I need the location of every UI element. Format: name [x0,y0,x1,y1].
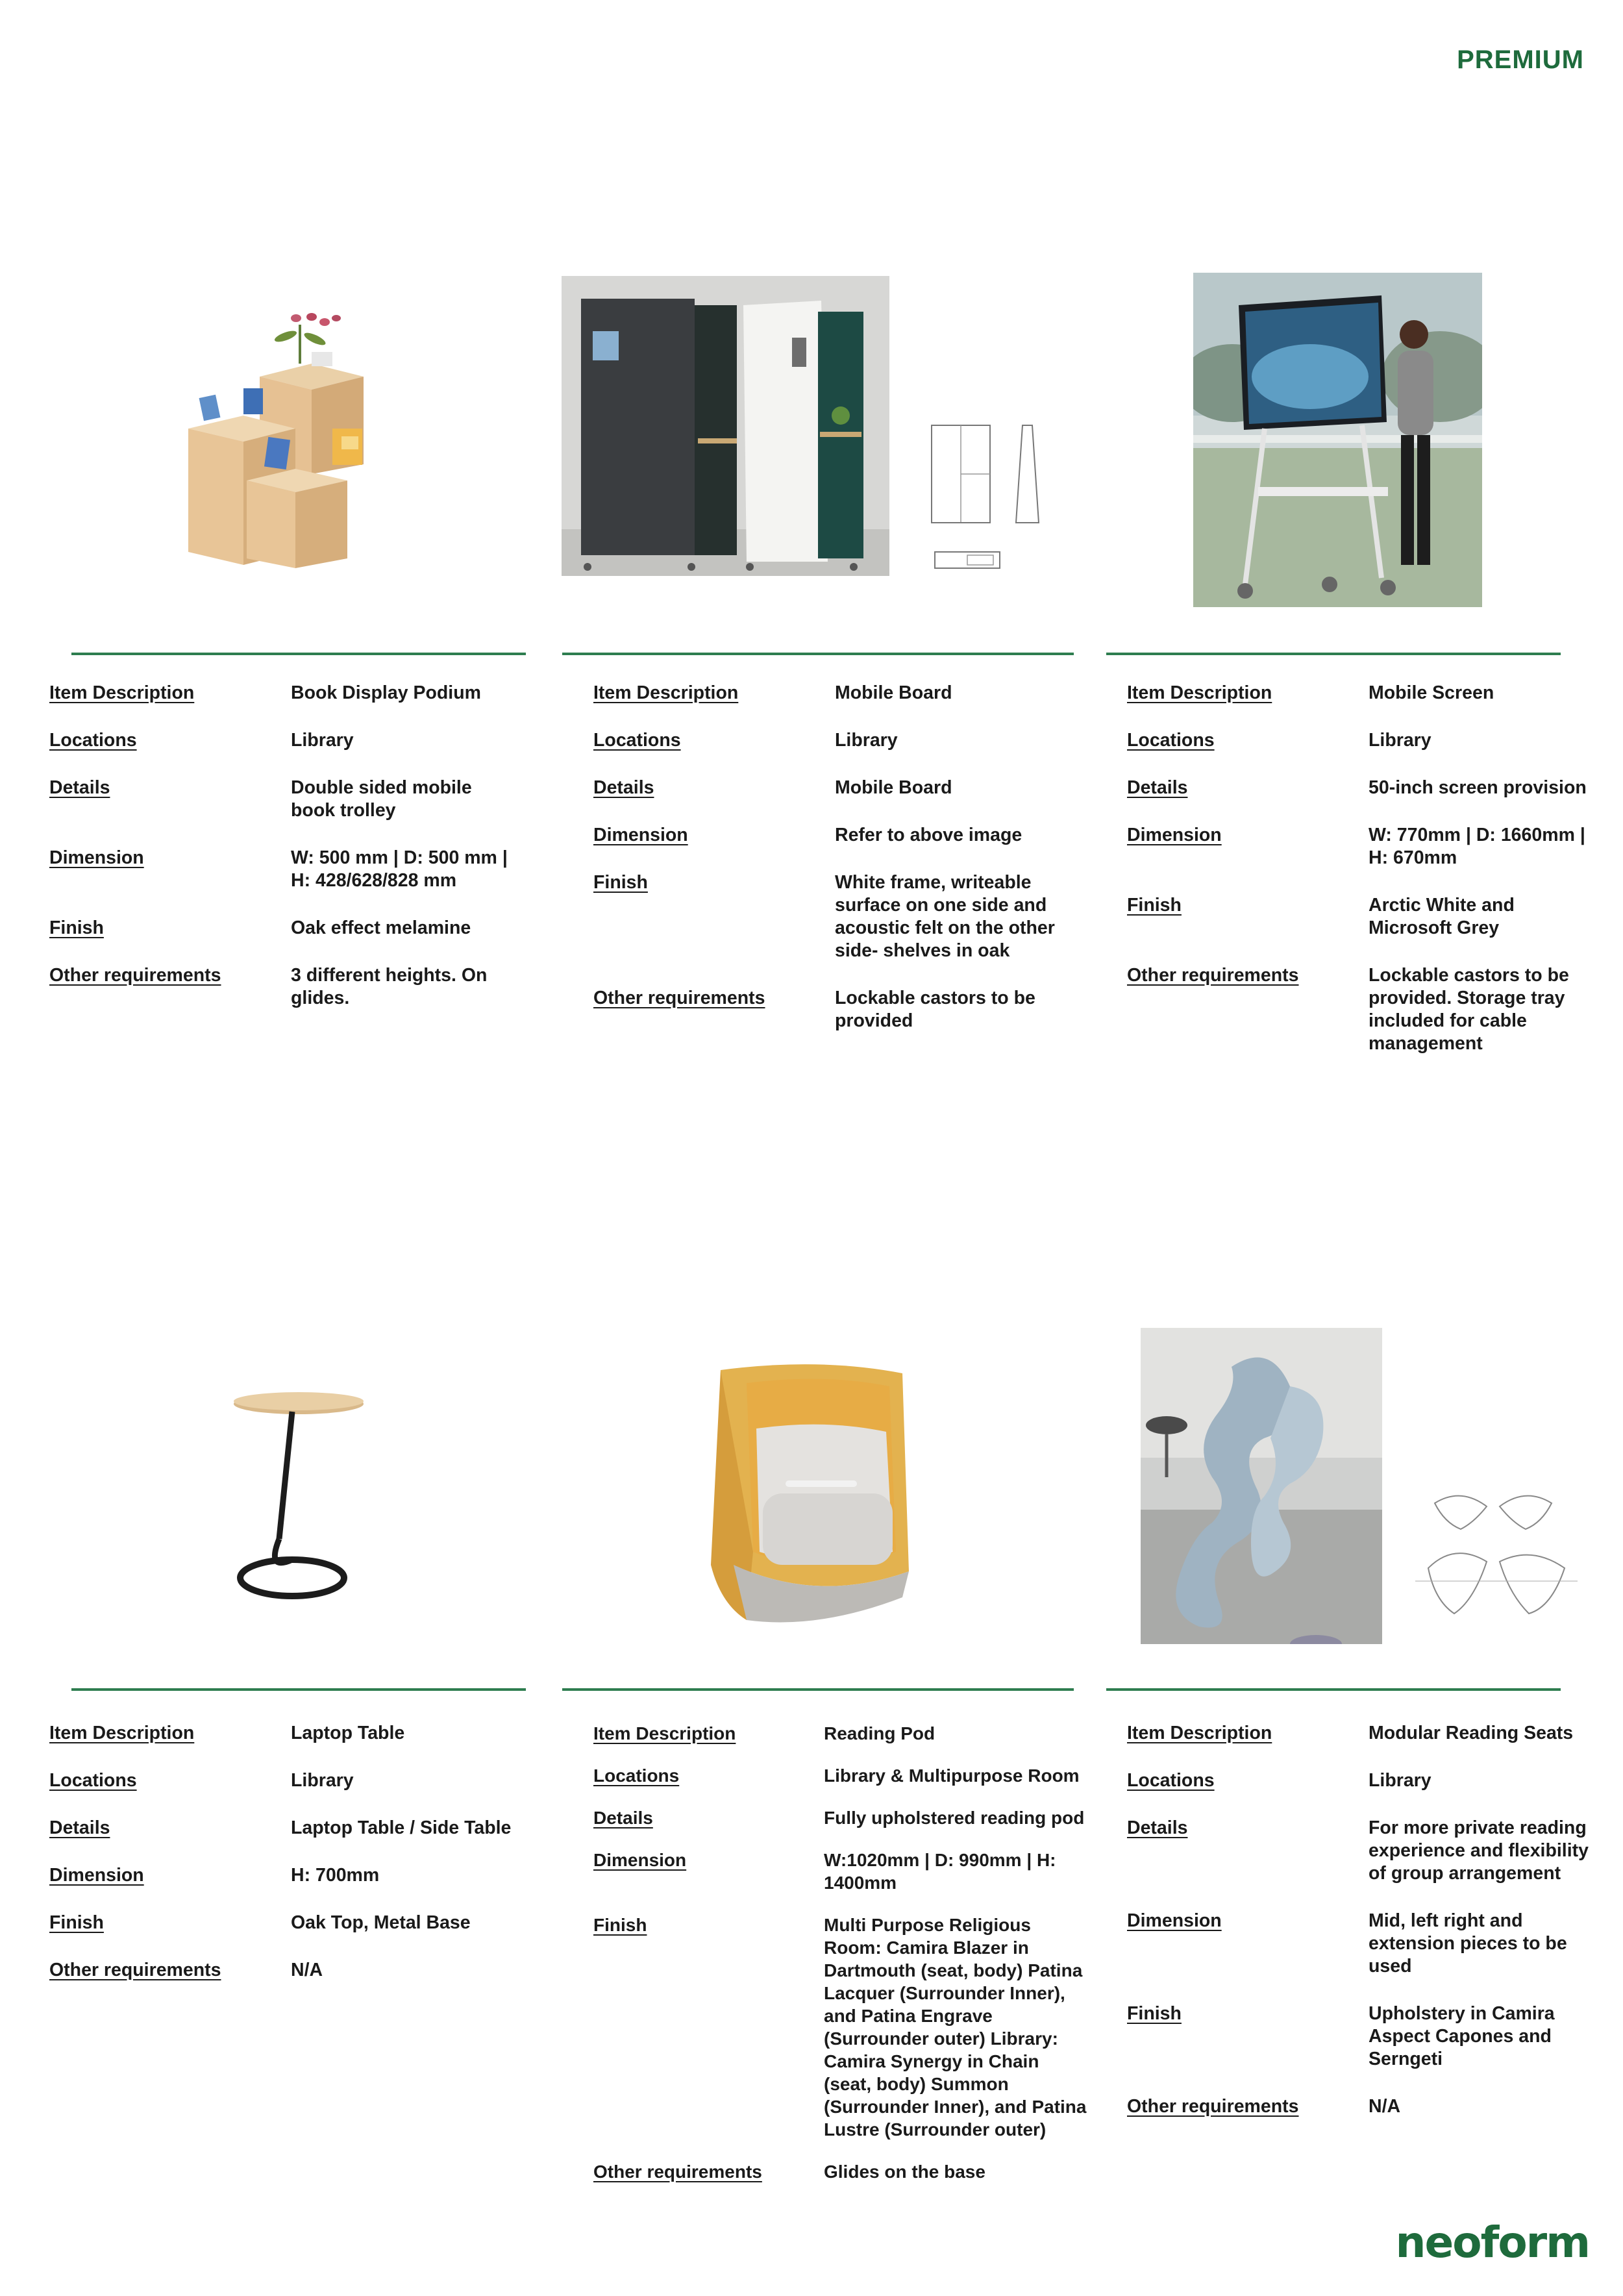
value-details: For more private reading experience and flexibility of group arrangement [1369,1817,1589,1884]
label-other-requirements: Other requirements [1127,965,1299,986]
label-other-requirements: Other requirements [593,2162,762,2182]
label-locations: Locations [593,730,681,751]
value-item-description: Laptop Table [291,1723,405,1743]
value-other-requirements: 3 different heights. On glides. [291,965,488,1008]
value-locations: Library [1369,1770,1431,1791]
value-item-description: Mobile Board [835,682,952,703]
label-finish: Finish [593,1915,647,1935]
label-finish: Finish [49,917,104,938]
label-locations: Locations [49,1770,137,1791]
value-other-requirements: N/A [291,1960,323,1980]
mobile-board-drawing-top [928,545,1006,578]
divider-rule [1106,1688,1561,1691]
label-details: Details [49,777,110,798]
label-other-requirements: Other requirements [1127,2096,1299,2117]
value-details: Double sided mobile book trolley [291,777,472,821]
value-locations: Library [291,730,354,751]
label-locations: Locations [593,1766,680,1786]
label-other-requirements: Other requirements [49,1960,221,1980]
value-details: Mobile Board [835,777,952,798]
label-item-description: Item Description [593,1723,736,1743]
divider-rule [71,653,526,655]
value-details: Fully upholstered reading pod [824,1808,1085,1828]
value-dimension: H: 700mm [291,1865,380,1886]
mobile-board-drawing-side [1013,419,1042,532]
value-dimension: W: 500 mm | D: 500 mm | H: 428/628/828 mm [291,847,508,891]
label-dimension: Dimension [593,1850,687,1870]
value-locations: Library [835,730,898,751]
mobile-screen-image [1193,273,1482,607]
neoform-logo: neoform [1395,2217,1589,2267]
mobile-board-drawing-front [922,419,1000,532]
value-dimension: W:1020mm | D: 990mm | H: 1400mm [824,1850,1056,1893]
value-locations: Library & Multipurpose Room [824,1766,1080,1786]
value-finish: Oak Top, Metal Base [291,1912,471,1933]
value-item-description: Reading Pod [824,1723,935,1743]
value-dimension: Mid, left right and extension pieces to be used [1369,1910,1567,1977]
label-item-description: Item Description [49,1723,195,1743]
value-item-description: Mobile Screen [1369,682,1494,703]
value-item-description: Modular Reading Seats [1369,1723,1574,1743]
divider-rule [71,1688,526,1691]
divider-rule [562,653,1074,655]
label-details: Details [593,1808,653,1828]
label-details: Details [1127,1817,1188,1838]
label-item-description: Item Description [1127,682,1272,703]
value-details: 50-inch screen provision [1369,777,1587,798]
value-dimension: Refer to above image [835,825,1022,845]
label-finish: Finish [49,1912,104,1933]
value-dimension: W: 770mm | D: 1660mm | H: 670mm [1369,825,1585,868]
value-locations: Library [291,1770,354,1791]
label-item-description: Item Description [593,682,739,703]
spec-modular-reading-seats [1127,1722,1620,2143]
label-other-requirements: Other requirements [49,965,221,986]
value-other-requirements: Lockable castors to be provided [835,988,1035,1031]
value-finish: White frame, writeable surface on one side and acoustic felt on the other side- shelves in oak [835,872,1055,961]
spec-mobile-board [593,682,1087,1057]
premium-badge: PREMIUM [1457,45,1584,74]
spec-mobile-screen [1127,682,1620,1080]
modular-seats-drawing [1415,1484,1578,1633]
label-finish: Finish [593,872,648,893]
label-other-requirements: Other requirements [593,988,765,1008]
label-dimension: Dimension [49,1865,144,1886]
value-finish: Oak effect melamine [291,917,471,938]
divider-rule [1106,653,1561,655]
spec-laptop-table [49,1722,543,2006]
label-locations: Locations [49,730,137,751]
label-finish: Finish [1127,895,1182,916]
label-dimension: Dimension [1127,1910,1222,1931]
label-details: Details [49,1817,110,1838]
value-other-requirements: Glides on the base [824,2162,985,2182]
label-dimension: Dimension [593,825,688,845]
value-item-description: Book Display Podium [291,682,481,703]
mobile-board-image [562,276,893,578]
value-finish: Arctic White and Microsoft Grey [1369,895,1515,938]
value-locations: Library [1369,730,1431,751]
label-details: Details [1127,777,1188,798]
label-details: Details [593,777,654,798]
value-other-requirements: Lockable castors to be provided. Storage tray included for cable management [1369,965,1569,1054]
reading-pod-image [708,1357,928,1636]
label-item-description: Item Description [1127,1723,1272,1743]
label-finish: Finish [1127,2003,1182,2024]
modular-reading-seats-image [1141,1328,1382,1644]
book-display-podium-image [182,279,396,571]
spec-book-display-podium [49,682,543,1034]
label-dimension: Dimension [49,847,144,868]
label-item-description: Item Description [49,682,195,703]
divider-rule [562,1688,1074,1691]
label-dimension: Dimension [1127,825,1222,845]
value-finish: Multi Purpose Religious Room: Camira Blazer in Dartmouth (seat, body) Patina Lacquer (Surrounder Inner), and Patina Engrave (Surrounder outer) Library: Camira Synergy in Chain (seat, body) Summon (Surrounder Inner), and Patina Lustre (Surrounder outer) [824,1915,1087,2140]
label-locations: Locations [1127,730,1215,751]
label-locations: Locations [1127,1770,1215,1791]
value-finish: Upholstery in Camira Aspect Capones and Serngeti [1369,2003,1555,2069]
spec-reading-pod [593,1722,1087,2202]
value-details: Laptop Table / Side Table [291,1817,512,1838]
value-other-requirements: N/A [1369,2096,1401,2117]
laptop-table-image [227,1383,370,1607]
